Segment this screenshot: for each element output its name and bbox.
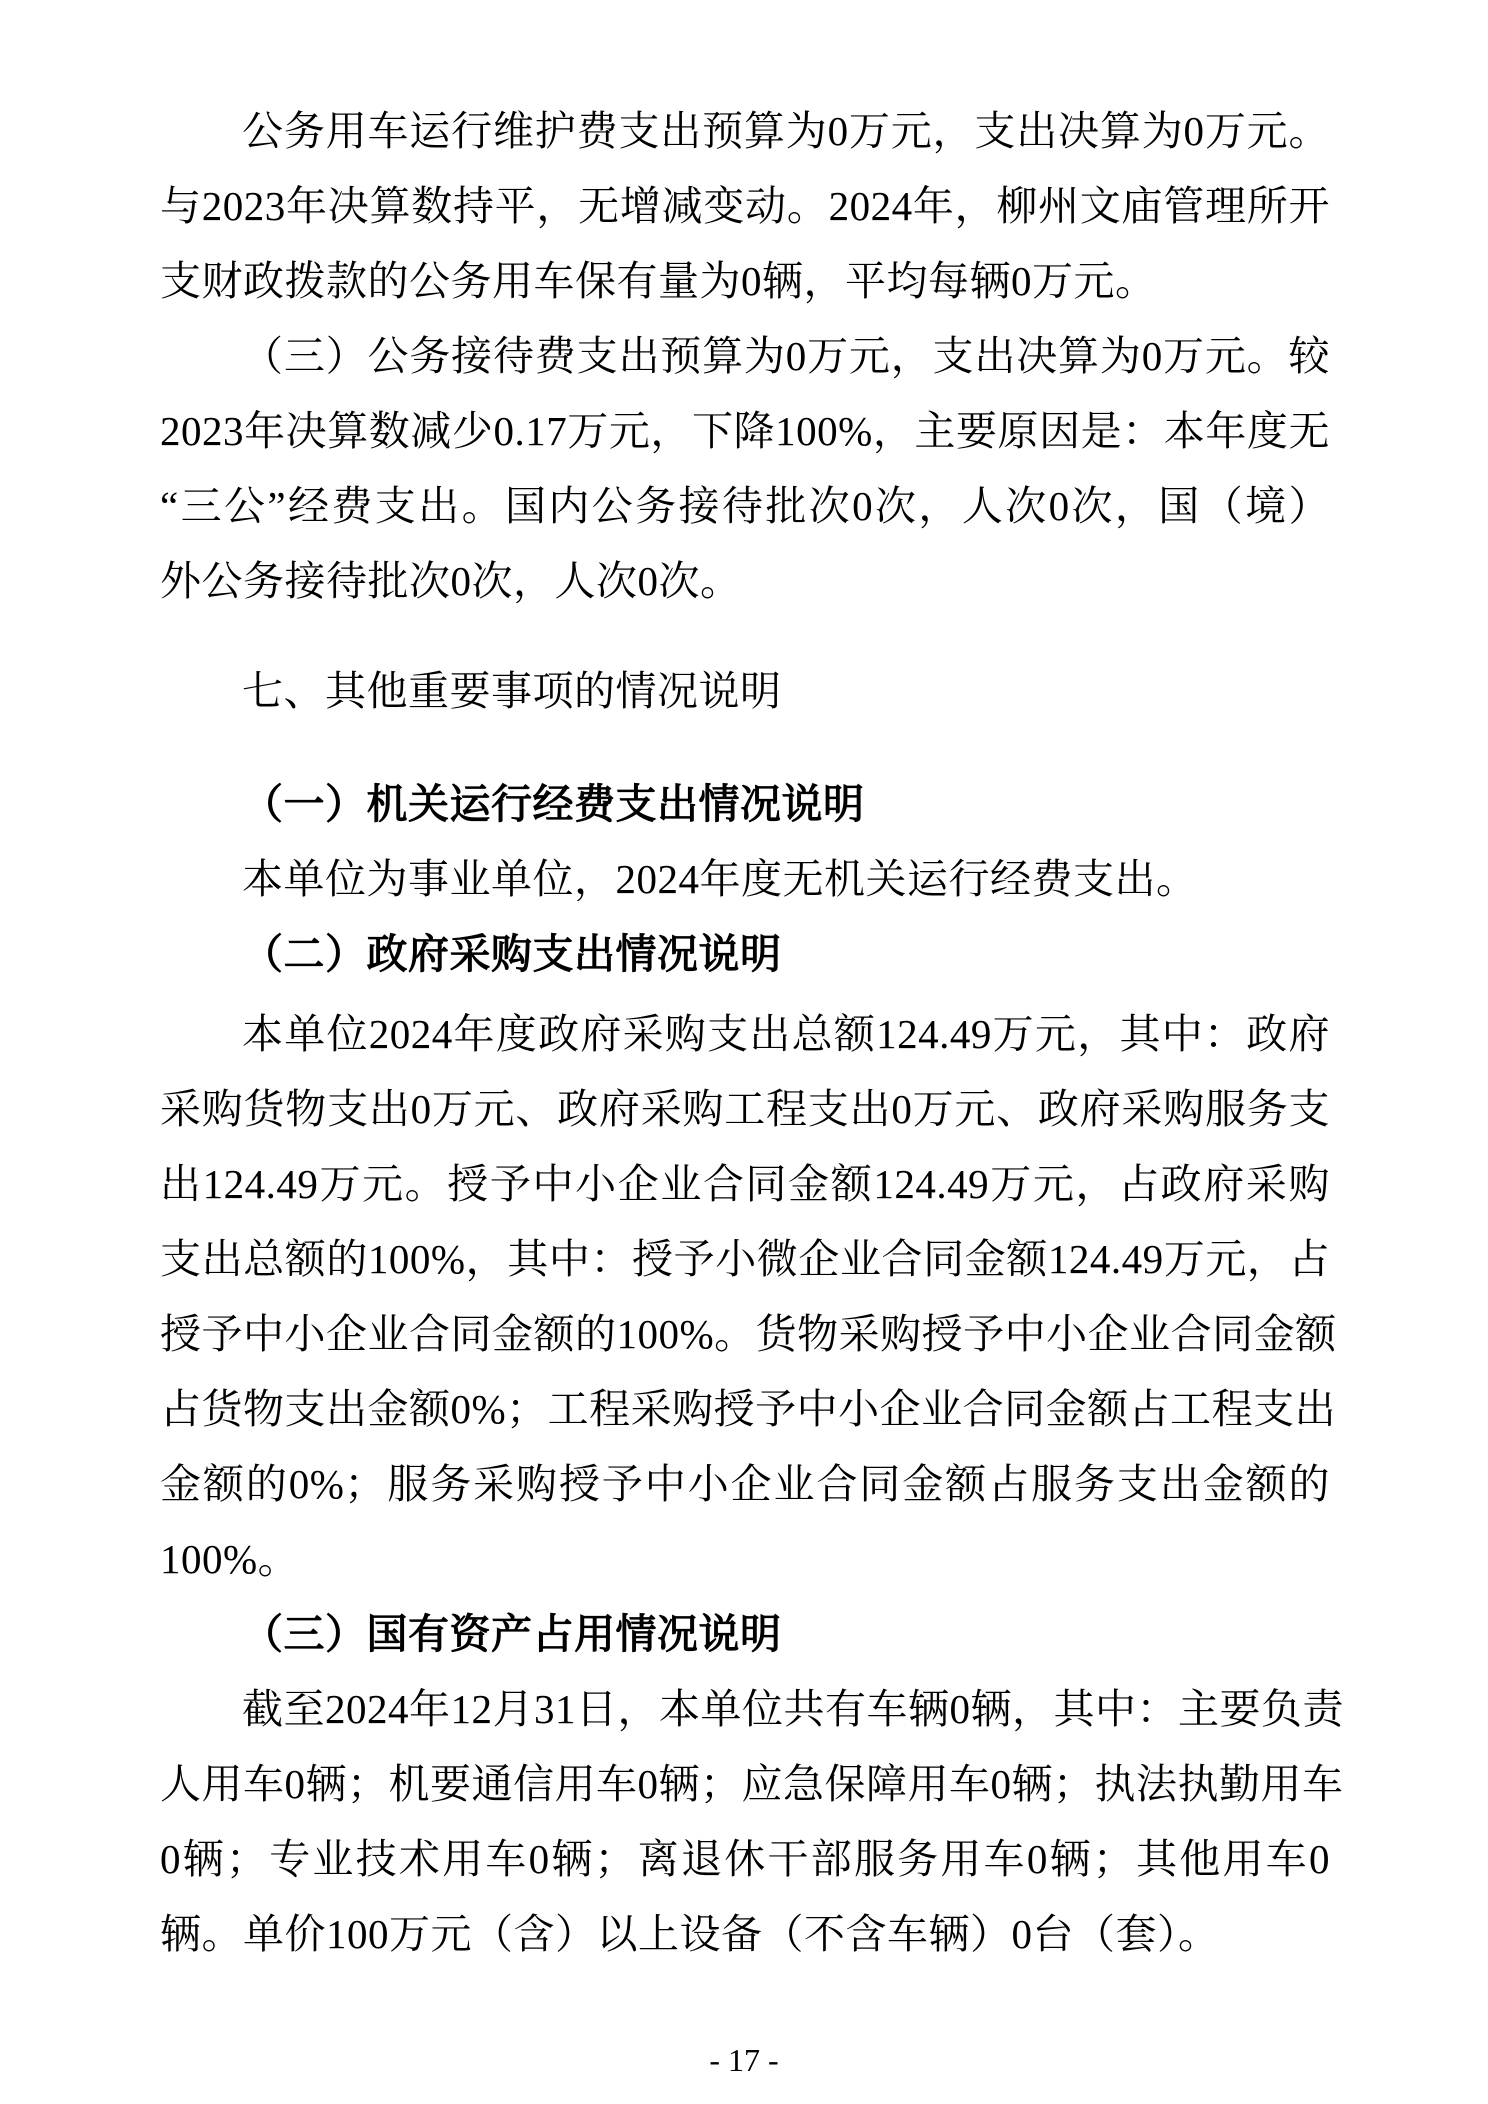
text-line: （三）公务接待费支出预算为0万元，支出决算为0万元。较 [242, 333, 1330, 379]
text-line: 与2023年决算数持平，无增减变动。2024年，柳州文庙管理所开 [160, 183, 1330, 229]
text-line: 外公务接待批次0次，人次0次。 [160, 558, 742, 604]
text-line: 出124.49万元。授予中小企业合同金额124.49万元，占政府采购 [160, 1161, 1330, 1207]
heading-section-seven: 七、其他重要事项的情况说明 [242, 668, 782, 714]
text-line: 辆。单价100万元（含）以上设备（不含车辆）0台（套）。 [160, 1911, 1220, 1957]
para-official-reception [160, 319, 1330, 619]
text-line: 支财政拨款的公务用车保有量为0辆，平均每辆0万元。 [160, 258, 1157, 304]
text-line: 占货物支出金额0%；工程采购授予中小企业合同金额占工程支出 [160, 1386, 1337, 1432]
subheading-government-procurement: （二）政府采购支出情况说明 [242, 931, 782, 977]
para-government-procurement [160, 997, 1337, 1597]
text-line: 金额的0%；服务采购授予中小企业合同金额占服务支出金额的 [160, 1461, 1330, 1507]
text-line: 采购货物支出0万元、政府采购工程支出0万元、政府采购服务支 [160, 1086, 1330, 1132]
text-line: 截至2024年12月31日，本单位共有车辆0辆，其中：主要负责 [242, 1686, 1344, 1732]
text-line: 100%。 [160, 1536, 300, 1582]
subheading-state-assets: （三）国有资产占用情况说明 [242, 1611, 782, 1657]
para-agency-operating-expenses [160, 842, 1330, 917]
text-line: 2023年决算数减少0.17万元，下降100%，主要原因是：本年度无 [160, 408, 1330, 454]
text-line: 本单位2024年度政府采购支出总额124.49万元，其中：政府 [242, 1011, 1330, 1057]
page-number: - 17 - [709, 2042, 779, 2078]
text-line: 支出总额的100%，其中：授予小微企业合同金额124.49万元，占 [160, 1236, 1330, 1282]
para-state-assets [160, 1672, 1344, 1972]
text-line: 公务用车运行维护费支出预算为0万元，支出决算为0万元。 [242, 108, 1330, 154]
subheading-agency-operating-expenses: （一）机关运行经费支出情况说明 [242, 781, 865, 827]
page-footer [0, 2042, 1488, 2078]
text-line: “三公”经费支出。国内公务接待批次0次，人次0次，国（境） [160, 483, 1330, 529]
text-line: 人用车0辆；机要通信用车0辆；应急保障用车0辆；执法执勤用车 [160, 1761, 1344, 1807]
text-line: 授予中小企业合同金额的100%。货物采购授予中小企业合同金额 [160, 1311, 1337, 1357]
text-line: 0辆；专业技术用车0辆；离退休干部服务用车0辆；其他用车0 [160, 1836, 1330, 1882]
para-vehicle-maintenance [160, 94, 1330, 319]
text-line: 本单位为事业单位，2024年度无机关运行经费支出。 [242, 856, 1198, 902]
